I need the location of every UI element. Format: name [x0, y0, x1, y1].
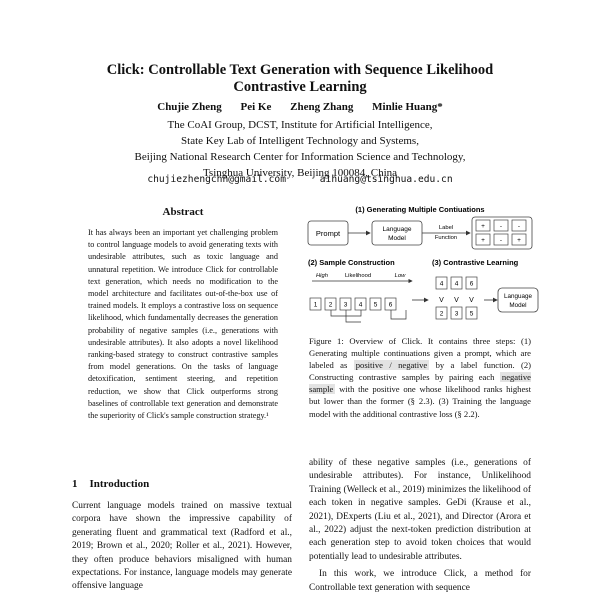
intro-text: Current language models trained on massive textual corpora have shown the impressive capability of generating fluent and grammatical text (Radford et al., 2019; Brown et al., 2020; Roller et al., 2021). However, they often produce behaviors misaligned with human expectations. For instance, language models may generate offensive language	[72, 501, 292, 592]
affiliation	[0, 117, 600, 181]
lm-label-line1: Language	[382, 226, 412, 233]
affiliation-line: Tsinghua University, Beijing 100084, China	[202, 167, 398, 179]
versus-mark: V	[469, 297, 474, 304]
versus-mark: V	[439, 297, 444, 304]
step1-title: (1) Generating Multiple Contiuations	[355, 205, 485, 214]
positive-cell: 4	[439, 280, 444, 288]
email: aihuang@tsinghua.edu.cn	[319, 174, 453, 185]
abstract-heading: Abstract	[162, 206, 204, 218]
email: chujiezhengchn@gmail.com	[147, 174, 286, 185]
negative-cell: 5	[469, 310, 474, 318]
sample-cell: 6	[388, 301, 393, 309]
caption-highlight: positive / negative	[355, 360, 428, 371]
negative-cell: 3	[454, 310, 459, 318]
author: Pei Ke	[240, 101, 272, 113]
section-number: 1	[72, 478, 78, 490]
email-list	[0, 174, 600, 185]
lm2-label-line2: Model	[509, 302, 527, 309]
prompt-label: Prompt	[315, 229, 341, 238]
title-line-1: Click: Controllable Text Generation with Sequence Likelihood	[106, 62, 494, 78]
section-heading	[72, 478, 149, 490]
caption-part: Figure 1: Overview of Click. It contains three steps: (1) Generating multiple continuations given a prompt, which are labeled as	[309, 336, 531, 371]
lm-label-line2: Model	[388, 235, 406, 242]
label-cell: -	[499, 236, 503, 244]
paragraph: ability of these negative samples (i.e., generations of undesirable attributes). For instance, Unlikelihood Training (Welleck et al., 2019) minimizes the likelihood of each token in negative samples. GeDi (Krause et al., 2021), DExperts (Liu et al., 2021), and Director (Arora et al., 2022) adjust the next-token prediction distribution at each generation step to avoid token choices that would potentially lead to undesirable attributes.	[309, 458, 531, 562]
author: Zheng Zhang	[290, 101, 354, 113]
step3-title: (3) Contrastive Learning	[432, 258, 519, 267]
author-list	[0, 101, 600, 113]
section-title: Introduction	[89, 478, 150, 490]
affiliation-line: The CoAI Group, DCST, Institute for Artificial Intelligence,	[167, 119, 433, 131]
label-function-line1: Label	[438, 225, 454, 231]
low-label: Low	[394, 273, 406, 279]
right-column-text	[309, 457, 531, 595]
figure-caption	[309, 335, 531, 420]
label-cell: -	[499, 222, 503, 230]
sample-cell: 4	[358, 301, 363, 309]
overview-figure	[300, 200, 540, 330]
abstract-text: It has always been an important yet challenging problem to control language models to avoid generating texts with undesirable attributes, such as toxic language and unnatural repetition. We introduce Click for controllable text generation, which needs no modification to the model architecture and facilitates out-of-the-box use of trained models. It employs a contrastive loss on sequence likelihood, which fundamentally decreases the generation probability of negative samples (i.e., generations with undesirable attributes). It also adopts a novel likelihood ranking-based strategy to construct contrastive samples from model generations. On the tasks of language detoxification, sentiment steering, and repetition reduction, we show that Click outperforms strong baselines of controllable text generation and demonstrate the superiority of Click's sample construction strategy.¹	[88, 228, 278, 421]
sample-cell: 2	[328, 301, 333, 309]
likelihood-label: Likelihood	[344, 273, 372, 279]
affiliation-line: Beijing National Research Center for Information Science and Technology,	[134, 151, 466, 163]
caption-highlight: negative sample	[309, 372, 531, 395]
paragraph: In this work, we introduce Click, a method for Controllable text generation with sequence	[309, 569, 531, 593]
sample-cell: 5	[373, 301, 378, 309]
label-cell: +	[517, 236, 521, 244]
high-label: High	[316, 273, 328, 279]
versus-mark: V	[454, 297, 459, 304]
paper-title	[0, 62, 600, 96]
affiliation-line: State Key Lab of Intelligent Technology and Systems,	[181, 135, 419, 147]
lm2-label-line1: Language	[503, 293, 533, 300]
sample-cell: 1	[313, 301, 318, 309]
author: Chujie Zheng	[157, 101, 222, 113]
label-function-line2: Function	[434, 235, 458, 241]
title-line-2: Contrastive Learning	[233, 79, 367, 95]
label-cell: -	[517, 222, 521, 230]
positive-cell: 4	[454, 280, 459, 288]
label-cell: +	[481, 222, 485, 230]
negative-cell: 2	[439, 310, 444, 318]
label-cell: +	[481, 236, 485, 244]
positive-cell: 6	[469, 280, 474, 288]
caption-part: with the positive one whose likelihood ranks highest but lower than the former (§ 2.3). (3) Training the language model with the additional contrastive loss (§ 2.2).	[309, 384, 531, 419]
pair-link	[391, 310, 406, 319]
step2-title: (2) Sample Construction	[308, 258, 395, 267]
caption-part: by a label function. (2) Constructing contrastive samples by pairing each	[309, 360, 531, 383]
sample-cell: 3	[343, 301, 348, 309]
author: Minlie Huang*	[372, 101, 443, 113]
